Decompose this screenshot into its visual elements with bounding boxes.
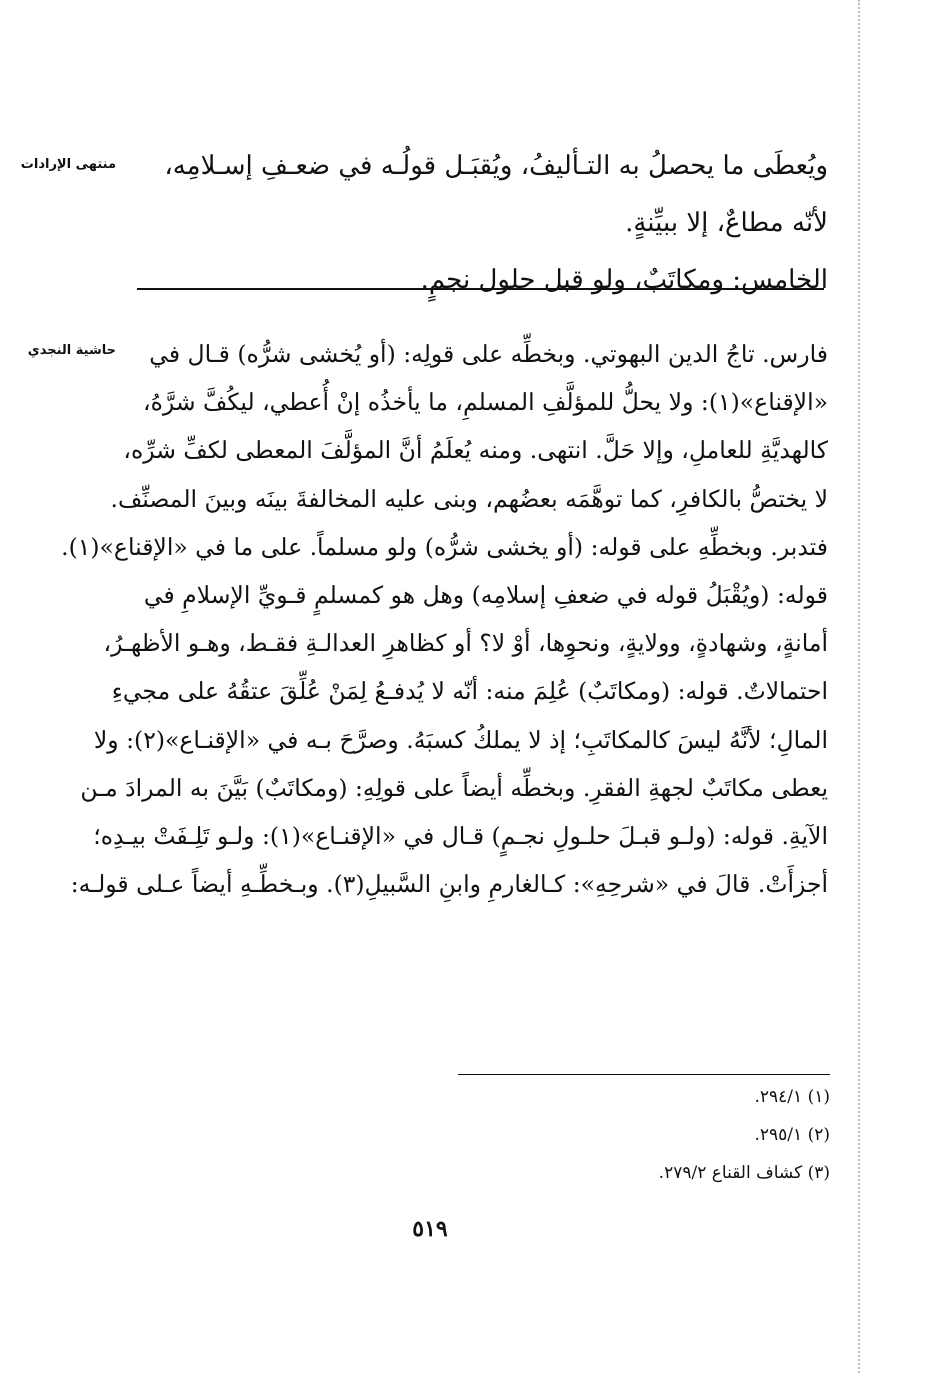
hashiya-line: فتدبر. وبخطِّهِ على قوله: (أو يخشى شرُّه) ولو مسلماً. على ما في «الإقناع»(١). [61,532,828,561]
footnote-item: (١) ٢٩٤/١. [754,1087,830,1107]
running-header-muntaha: منتهى الإرادات [20,157,116,172]
hashiya-line: المالِ؛ لأنَّهُ ليسَ كالمكاتَبِ؛ إذ لا يملكُ كسبَهُ. وصرَّحَ بـه في «الإقنـاع»(٢): ولا [93,725,828,754]
footnote-rule [458,1074,830,1075]
footnote-item: (٢) ٢٩٥/١. [754,1125,830,1145]
hashiya-line: أمانةٍ، وشهادةٍ، وولايةٍ، ونحوِها، أوْ لا؟ أو كظاهرِ العدالـةِ فقـط، وهـو الأظهـرُ، [103,629,828,658]
matn-line: لأنّه مطاعٌ، إلا ببيِّنةٍ. [625,208,828,238]
hashiya-line: أجزأَتْ. قالَ في «شرحِهِ»: كـالغارمِ وابنِ السَّبيلِ(٣). وبـخطِّـهِ أيضاً عـلى قولـه: [70,870,828,899]
hashiya-line: «الإقناع»(١): ولا يحلُّ للمؤلَّفِ المسلمِ، ما يأخذُه إنْ أُعطي، ليكُفَّ شرَّهُ، [143,388,828,417]
hashiya-line: الآيةِ. قوله: (ولـو قبـلَ حلـولِ نجـمٍ) قـال في «الإقنـاع»(١): ولـو تَلِـفَتْ بيـدِه؛ [93,822,828,851]
footnotes [458,1078,830,1192]
hashiya-line: احتمالاتٌ. قوله: (ومكاتَبٌ) عُلِمَ منه: أنّه لا يُدفـعُ لِمَنْ عُلِّقَ عتقُهُ على مجيءِ [111,677,828,706]
matn-text-block [128,138,828,309]
page-edge-dotted-line [858,0,860,1373]
matn-line: ويُعطَى ما يحصلُ به التـأليفُ، ويُقبَـل قولُـه في ضعـفِ إسـلامِه، [164,151,828,181]
footnote-item: (٣) كشاف القناع ٢٧٩/٢. [658,1163,830,1183]
hashiya-line: كالهديَّةِ للعاملِ، وإلا حَلَّ. انتهى. ومنه يُعلَمُ أنَّ المؤلَّفَ المعطى لكفِّ شرِّه، [123,436,828,465]
matn-divider-rule [137,288,824,290]
hashiya-line: قوله: (ويُقْبَلُ قوله في ضعفِ إسلامِه) وهل هو كمسلمٍ قـويِّ الإسلامِ في [143,581,828,610]
hashiya-line: يعطى مكاتَبٌ لجهةِ الفقرِ. وبخطِّه أيضاً على قولِهِ: (ومكاتَبٌ) بَيَّنَ به المرادَ مـن [80,773,828,802]
hashiya-line: فارس. تاجُ الدين البهوتي. وبخطِّه على قولِه: (أو يُخشى شرُّه) قـال في [149,340,828,368]
page-number: ٥١٩ [412,1216,448,1242]
matn-line: الخامس: ومكاتَبٌ، ولو قبل حلول نجمٍ. [420,265,828,295]
running-header-hashiya: حاشية النجدي [27,343,116,358]
hashiya-line: لا يختصُّ بالكافرِ، كما توهَّمَه بعضُهم، وبنى عليه المخالفةَ بينَه وبينَ المصنِّف. [110,484,828,513]
